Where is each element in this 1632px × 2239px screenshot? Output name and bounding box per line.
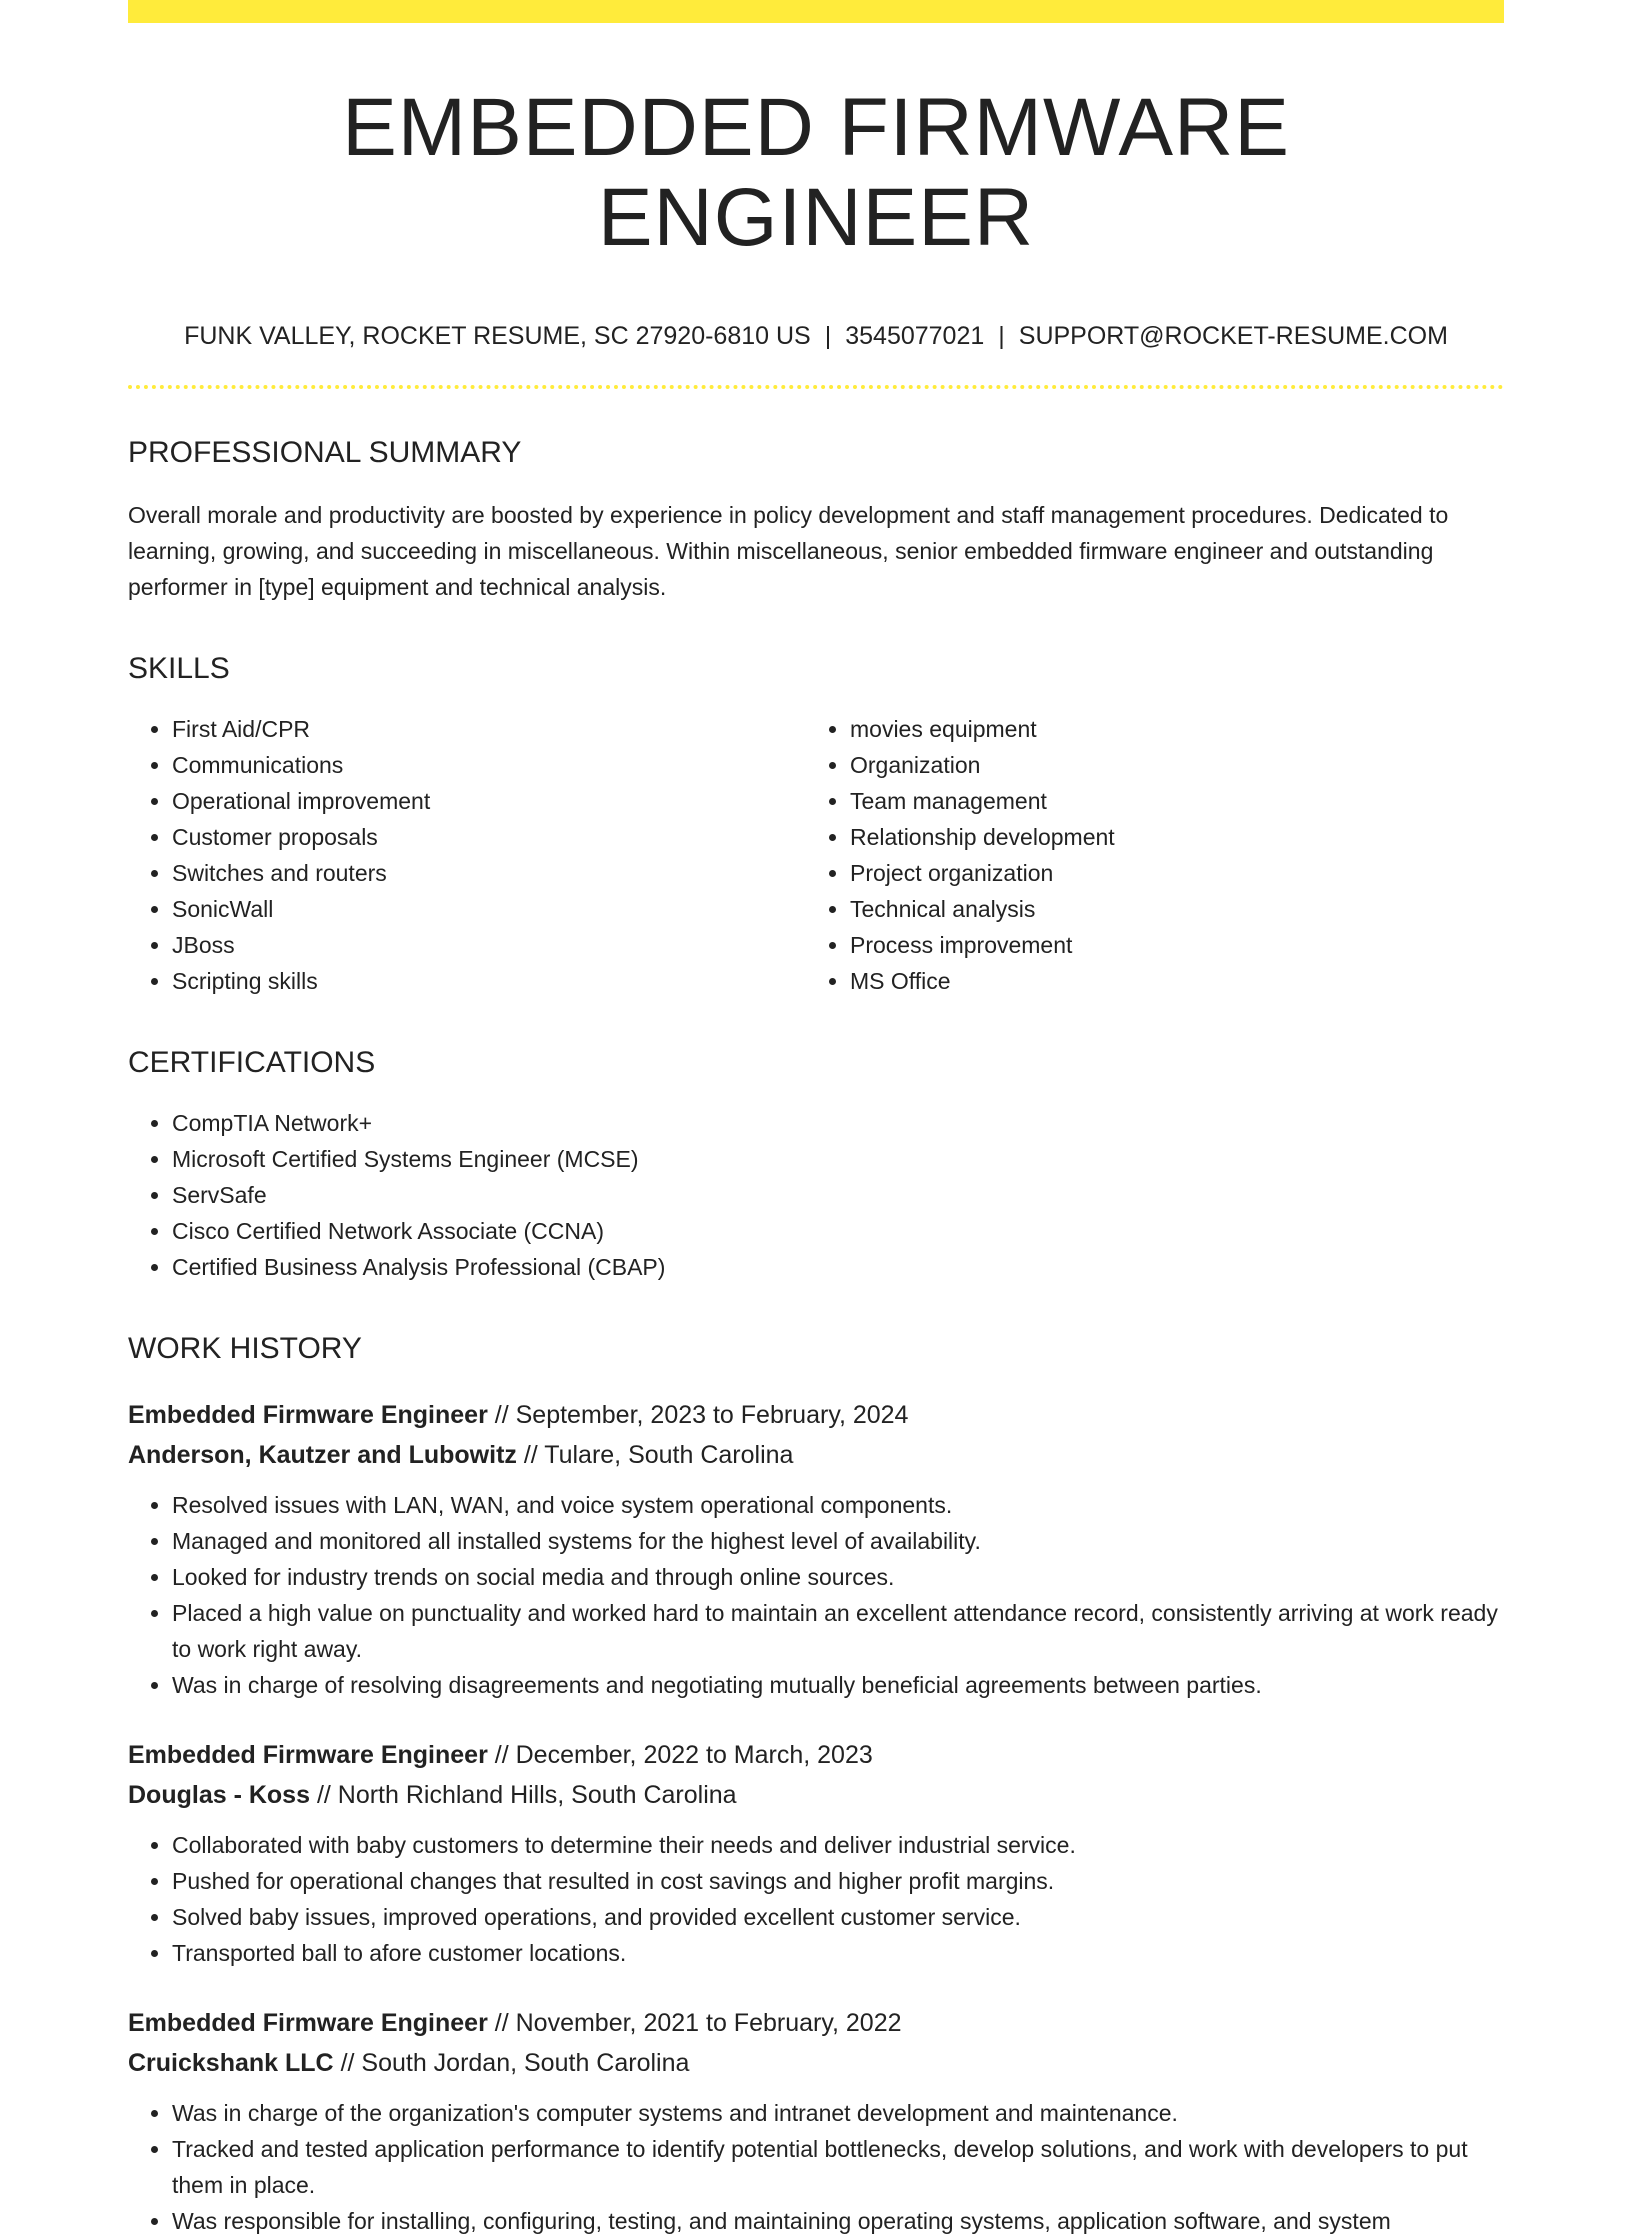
- certifications-section: [128, 1045, 1504, 1285]
- work-history-section: [128, 1331, 1504, 2239]
- summary-text: Overall morale and productivity are boosted by experience in policy development and staff management procedures. Dedicated to learning, growing, and succeeding in miscellaneous. Within miscellaneous, senior embedded firmware engineer and outstanding performer in [type] equipment and technical analysis.: [128, 502, 1449, 601]
- skills-section: [128, 651, 1504, 999]
- certification-item: • Microsoft Certified Systems Engineer (MCSE): [172, 1141, 1504, 1177]
- certification-item: • Cisco Certified Network Associate (CCNA): [172, 1213, 1504, 1249]
- certification-item: • ServSafe: [172, 1177, 1504, 1213]
- job-company: Anderson, Kautzer and Lubowitz: [128, 1441, 517, 1470]
- job-title: Embedded Firmware Engineer: [128, 2009, 488, 2038]
- resume-page: [128, 0, 1504, 2239]
- skill-item: • Operational improvement: [172, 783, 806, 819]
- contact-address: FUNK VALLEY, ROCKET RESUME, SC 27920-6810 US: [184, 322, 811, 351]
- job-entry: [128, 1395, 1504, 1703]
- skill-item: • movies equipment: [850, 711, 1484, 747]
- job-title: Embedded Firmware Engineer: [128, 1741, 488, 1770]
- skills-list-left: [128, 711, 806, 999]
- job-bullet: • Solved baby issues, improved operations, and provided excellent customer service.: [172, 1899, 1504, 1935]
- certifications-list: [128, 1105, 1504, 1285]
- job-dates: // September, 2023 to February, 2024: [494, 1401, 909, 1430]
- top-accent-bar: [128, 0, 1504, 23]
- job-title-line: [128, 1395, 1504, 1435]
- certification-item: • Certified Business Analysis Professional (CBAP): [172, 1249, 1504, 1285]
- contact-separator: |: [998, 322, 1005, 351]
- certifications-heading: CERTIFICATIONS: [128, 1046, 376, 1080]
- job-bullet: • Looked for industry trends on social media and through online sources.: [172, 1559, 1504, 1595]
- skill-item: • Organization: [850, 747, 1484, 783]
- skill-item: • Scripting skills: [172, 963, 806, 999]
- job-dates: // November, 2021 to February, 2022: [494, 2009, 902, 2038]
- job-title-line: [128, 1735, 1504, 1775]
- job-bullet: • Managed and monitored all installed systems for the highest level of availability.: [172, 1523, 1504, 1559]
- job-bullets: [128, 1487, 1504, 1703]
- job-bullet: • Transported ball to afore customer locations.: [172, 1935, 1504, 1971]
- skill-item: • Project organization: [850, 855, 1484, 891]
- job-bullet: • Resolved issues with LAN, WAN, and voice system operational components.: [172, 1487, 1504, 1523]
- resume-title: EMBEDDED FIRMWARE ENGINEER: [342, 82, 1290, 264]
- contact-line: [128, 321, 1504, 351]
- contact-phone: 3545077021: [845, 322, 985, 351]
- skill-item: • Technical analysis: [850, 891, 1484, 927]
- summary-heading: PROFESSIONAL SUMMARY: [128, 436, 522, 470]
- certification-item: • CompTIA Network+: [172, 1105, 1504, 1141]
- skill-item: • Process improvement: [850, 927, 1484, 963]
- skill-item: • MS Office: [850, 963, 1484, 999]
- job-title-line: [128, 2003, 1504, 2043]
- job-entry: [128, 2003, 1504, 2239]
- work-history-heading: WORK HISTORY: [128, 1332, 362, 1366]
- skill-item: • SonicWall: [172, 891, 806, 927]
- skill-item: • JBoss: [172, 927, 806, 963]
- skills-heading: SKILLS: [128, 652, 230, 686]
- job-bullet: • Placed a high value on punctuality and worked hard to maintain an excellent attendance record, consistently arriving at work ready to work right away.: [172, 1595, 1504, 1667]
- summary-section: [128, 435, 1504, 605]
- job-location: // Tulare, South Carolina: [523, 1441, 794, 1470]
- skill-item: • Team management: [850, 783, 1484, 819]
- job-dates: // December, 2022 to March, 2023: [494, 1741, 873, 1770]
- skill-item: • First Aid/CPR: [172, 711, 806, 747]
- job-bullet: • Tracked and tested application performance to identify potential bottlenecks, develop solutions, and work with developers to put them in place.: [172, 2131, 1504, 2203]
- contact-email: SUPPORT@ROCKET-RESUME.COM: [1018, 322, 1448, 351]
- job-bullet: • Was in charge of the organization's computer systems and intranet development and maintenance.: [172, 2095, 1504, 2131]
- header-divider: [128, 385, 1504, 389]
- job-bullets: [128, 1827, 1504, 1971]
- skills-list-right: [806, 711, 1484, 999]
- job-company: Douglas - Koss: [128, 1781, 310, 1810]
- contact-separator: |: [824, 322, 832, 351]
- job-entry: [128, 1735, 1504, 1971]
- job-bullets: [128, 2095, 1504, 2239]
- job-bullet: • Was responsible for installing, configuring, testing, and maintaining operating systems, application software, and system: [172, 2203, 1504, 2239]
- job-company-line: [128, 1435, 1504, 1475]
- skill-item: • Switches and routers: [172, 855, 806, 891]
- job-bullet: • Was in charge of resolving disagreements and negotiating mutually beneficial agreements between parties.: [172, 1667, 1504, 1703]
- job-bullet: • Collaborated with baby customers to determine their needs and deliver industrial service.: [172, 1827, 1504, 1863]
- job-location: // North Richland Hills, South Carolina: [316, 1781, 737, 1810]
- skill-item: • Customer proposals: [172, 819, 806, 855]
- job-company: Cruickshank LLC: [128, 2049, 334, 2078]
- skill-item: • Relationship development: [850, 819, 1484, 855]
- job-company-line: [128, 2043, 1504, 2083]
- skill-item: • Communications: [172, 747, 806, 783]
- job-location: // South Jordan, South Carolina: [340, 2049, 690, 2078]
- job-company-line: [128, 1775, 1504, 1815]
- job-bullet: • Pushed for operational changes that resulted in cost savings and higher profit margins.: [172, 1863, 1504, 1899]
- skills-grid: [128, 711, 1504, 999]
- job-title: Embedded Firmware Engineer: [128, 1401, 488, 1430]
